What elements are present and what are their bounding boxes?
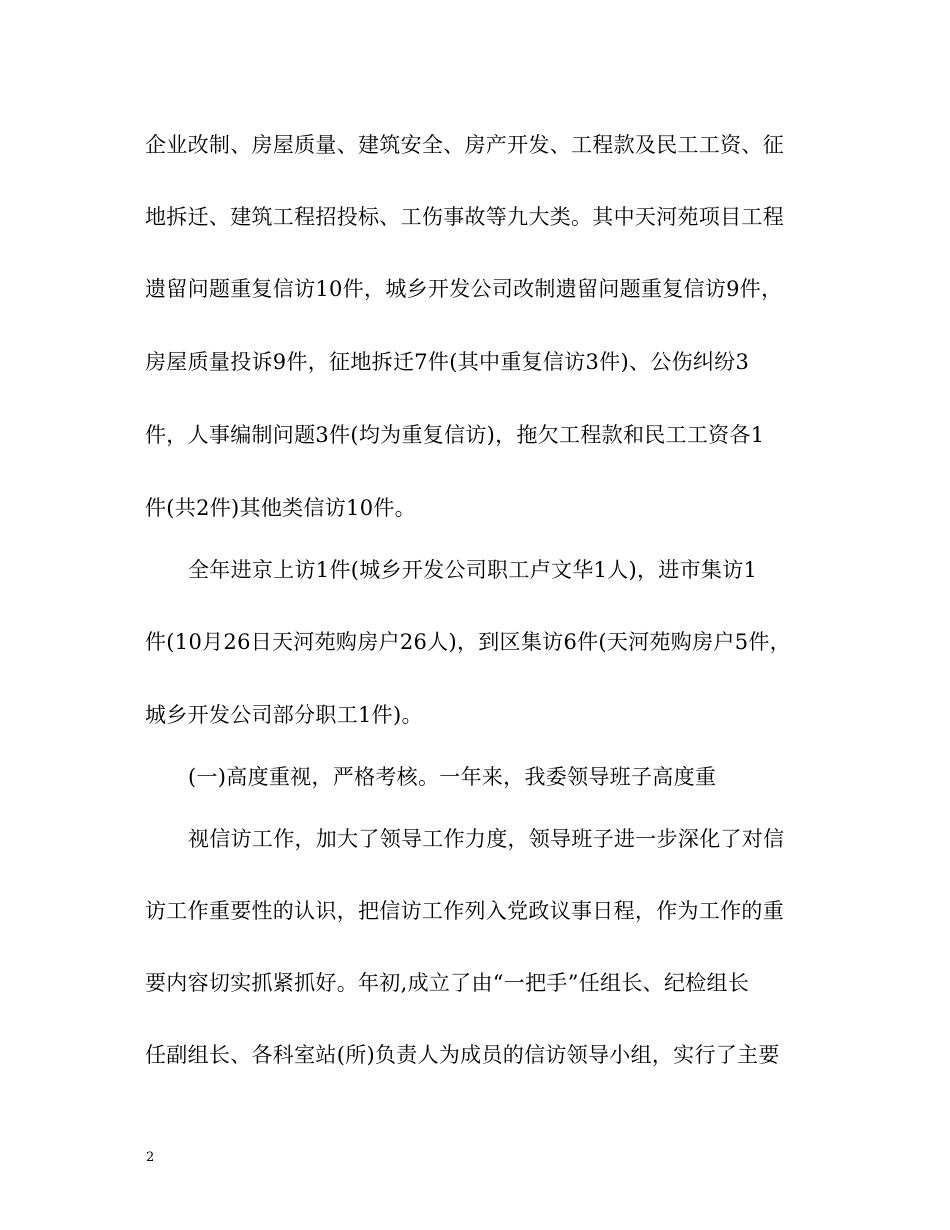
- text-line: 地拆迁、建筑工程招投标、工伤事故等九大类。其中天河苑项目工程: [145, 205, 784, 229]
- text-line: 视信访工作，加大了领导工作力度，领导班子进一步深化了对信: [188, 827, 785, 851]
- text-line: (一)高度重视，严格考核。一年来，我委领导班子高度重: [188, 765, 717, 789]
- text-line: 房屋质量投诉9件，征地拆迁7件(其中重复信访3件)、公伤纠纷3: [145, 350, 750, 374]
- text-line: 全年进京上访1件(城乡开发公司职工卢文华1人)，进市集访1: [188, 558, 758, 582]
- text-line: 城乡开发公司部分职工1件)。: [145, 703, 423, 727]
- page-number: 2: [146, 1150, 155, 1165]
- text-line: 遗留问题重复信访10件，城乡开发公司改制遗留问题重复信访9件，: [145, 277, 783, 301]
- text-line: 件(10月26日天河苑购房户26人)，到区集访6件(天河苑购房户5件，: [145, 630, 791, 654]
- text-line: 任副组长、各科室站(所)负责人为成员的信访领导小组，实行了主要: [145, 1043, 780, 1067]
- text-line: 企业改制、房屋质量、建筑安全、房产开发、工程款及民工工资、征: [145, 133, 784, 157]
- text-line: 要内容切实抓紧抓好。年初,成立了由“一把手”任组长、纪检组长: [145, 971, 750, 995]
- text-line: 件(共2件)其他类信访10件。: [145, 496, 416, 520]
- text-line: 件，人事编制问题3件(均为重复信访)，拖欠工程款和民工工资各1: [145, 423, 765, 447]
- text-line: 访工作重要性的认识，把信访工作列入党政议事日程，作为工作的重: [145, 899, 784, 923]
